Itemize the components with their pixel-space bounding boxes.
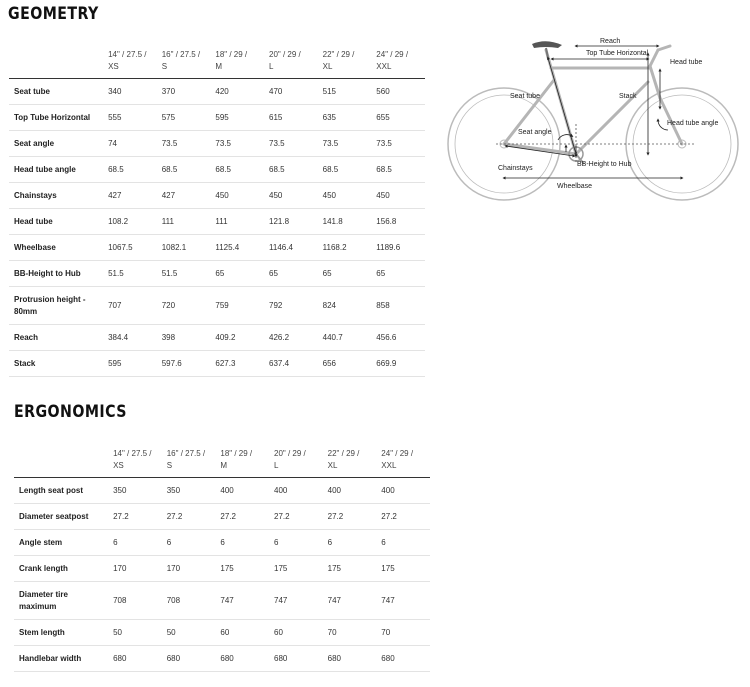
table-cell: 440.7 (322, 332, 343, 342)
table-row (9, 235, 425, 261)
table-cell: 50 (113, 627, 122, 637)
size-code: XXL (381, 461, 397, 470)
row-label: Wheelbase (14, 242, 56, 252)
table-row (14, 504, 430, 530)
table-cell: 68.5 (161, 164, 178, 174)
row-label: Chainstays (14, 190, 57, 200)
table-row (14, 478, 430, 504)
table-cell: 108.2 (108, 216, 129, 226)
table-cell: 73.5 (269, 138, 285, 148)
size-frame-wheel: 20" / 29 / (269, 50, 301, 59)
table-cell: 409.2 (215, 332, 236, 342)
table-cell: 450 (269, 190, 283, 200)
table-cell: 27.2 (113, 511, 129, 521)
table-cell: 450 (376, 190, 390, 200)
table-cell: 747 (327, 595, 342, 605)
table-cell: 680 (327, 653, 342, 663)
table-cell: 708 (166, 595, 181, 605)
size-header (215, 443, 269, 478)
size-header (371, 44, 425, 79)
table-cell: 470 (269, 86, 283, 96)
size-header (162, 443, 216, 478)
table-cell: 73.5 (376, 138, 392, 148)
row-label: Seat angle (14, 138, 55, 148)
table-cell: 627.3 (215, 358, 236, 368)
table-cell: 73.5 (322, 138, 339, 148)
table-row (9, 157, 425, 183)
geometry-table (9, 44, 425, 377)
row-label: Angle stem (19, 537, 63, 547)
table-row (14, 556, 430, 582)
table-row (9, 105, 425, 131)
table-header-row (14, 443, 430, 478)
table-cell: 427 (108, 190, 122, 200)
table-cell: 68.5 (108, 164, 124, 174)
table-cell: 175 (327, 563, 342, 573)
table-cell: 111 (161, 216, 174, 226)
size-header (376, 443, 430, 478)
table-cell: 669.9 (376, 358, 397, 368)
table-cell: 170 (113, 563, 127, 573)
size-code: XL (327, 461, 338, 470)
table-cell: 1125.4 (215, 242, 240, 252)
table-cell: 708 (113, 595, 127, 605)
table-cell: 65 (376, 268, 386, 278)
table-cell: 175 (220, 563, 234, 573)
size-code: XS (113, 461, 124, 470)
table-cell: 707 (108, 300, 122, 310)
table-cell: 427 (161, 190, 176, 200)
table-cell: 68.5 (322, 164, 339, 174)
table-cell: 555 (108, 112, 122, 122)
table-cell: 370 (161, 86, 176, 96)
size-header (264, 44, 318, 79)
table-cell: 792 (269, 300, 283, 310)
size-code: L (269, 62, 274, 71)
row-label: Top Tube Horizontal (14, 112, 91, 122)
table-row (9, 79, 425, 105)
size-frame-wheel: 22" / 29 / (327, 449, 360, 458)
label-stack: Stack (619, 93, 637, 100)
table-cell: 175 (274, 563, 288, 573)
table-cell: 515 (322, 86, 337, 96)
size-header (323, 443, 377, 478)
table-cell: 65 (322, 268, 332, 278)
row-label: Reach (14, 332, 39, 342)
table-cell: 400 (274, 485, 288, 495)
table-cell: 1168.2 (322, 242, 347, 252)
table-row (9, 287, 425, 325)
table-cell: 175 (381, 563, 395, 573)
table-cell: 575 (161, 112, 176, 122)
table-cell: 384.4 (108, 332, 129, 342)
row-label: Protrusion height - 80mm (14, 294, 86, 316)
table-cell: 1189.6 (376, 242, 401, 252)
size-code: XL (322, 62, 333, 71)
ergonomics-title: ERGONOMICS (14, 402, 127, 421)
size-frame-wheel: 18" / 29 / (220, 449, 253, 458)
label-bb-height: BB-Height to Hub (577, 161, 632, 168)
label-seat-angle: Seat angle (518, 129, 552, 136)
table-cell: 170 (166, 563, 181, 573)
table-cell: 68.5 (269, 164, 285, 174)
table-cell: 350 (166, 485, 181, 495)
table-cell: 111 (215, 216, 228, 226)
size-frame-wheel: 14" / 27.5 / (113, 449, 152, 458)
table-row (14, 646, 430, 672)
table-row (9, 131, 425, 157)
row-label: Seat tube (14, 86, 51, 96)
table-header-row (9, 44, 425, 79)
table-row (9, 261, 425, 287)
size-frame-wheel: 16" / 27.5 / (161, 50, 201, 59)
header-corner-cell (9, 44, 103, 79)
row-label: Diameter seatpost (19, 511, 89, 521)
size-code: S (166, 461, 173, 470)
table-cell: 27.2 (166, 511, 183, 521)
row-label: Length seat post (19, 485, 84, 495)
table-cell: 400 (327, 485, 342, 495)
table-cell: 27.2 (274, 511, 290, 521)
table-cell: 340 (108, 86, 122, 96)
table-cell: 27.2 (220, 511, 236, 521)
table-cell: 597.6 (161, 358, 182, 368)
table-cell: 50 (166, 627, 176, 637)
table-cell: 60 (274, 627, 283, 637)
row-label: Crank length (19, 563, 68, 573)
table-cell: 615 (269, 112, 283, 122)
table-cell: 350 (113, 485, 127, 495)
table-row (9, 183, 425, 209)
row-label: Diameter tire maximum (19, 589, 68, 611)
label-seat-tube: Seat tube (510, 93, 540, 100)
size-code: XXL (376, 62, 392, 71)
table-cell: 68.5 (215, 164, 231, 174)
table-cell: 6 (327, 537, 333, 547)
table-cell: 450 (215, 190, 229, 200)
table-cell: 70 (381, 627, 391, 637)
table-cell: 680 (113, 653, 127, 663)
size-frame-wheel: 22" / 29 / (322, 50, 355, 59)
table-cell: 635 (322, 112, 337, 122)
row-label: Stack (14, 358, 36, 368)
table-cell: 400 (381, 485, 395, 495)
table-cell: 656 (322, 358, 337, 368)
size-header (108, 443, 162, 478)
size-frame-wheel: 16" / 27.5 / (166, 449, 206, 458)
size-code: S (161, 62, 168, 71)
size-header (157, 44, 211, 79)
table-cell: 680 (166, 653, 181, 663)
table-cell: 1146.4 (269, 242, 293, 252)
table-cell: 747 (220, 595, 234, 605)
table-cell: 759 (215, 300, 229, 310)
header-corner-cell (14, 443, 108, 478)
table-cell: 60 (220, 627, 230, 637)
table-row (14, 582, 430, 620)
table-cell: 6 (166, 537, 172, 547)
table-cell: 6 (274, 537, 279, 547)
label-top-tube: Top Tube Horizontal (586, 50, 649, 57)
size-header (103, 44, 157, 79)
size-code: L (274, 461, 279, 470)
table-cell: 74 (108, 138, 117, 148)
row-label: BB-Height to Hub (14, 268, 81, 278)
bike-frame (504, 46, 682, 154)
size-code: M (220, 461, 228, 470)
row-label: Head tube angle (14, 164, 76, 174)
table-cell: 858 (376, 300, 390, 310)
label-wheelbase: Wheelbase (557, 183, 593, 190)
table-cell: 400 (220, 485, 234, 495)
row-label: Handlebar width (19, 653, 82, 663)
table-cell: 156.8 (376, 216, 397, 226)
table-cell: 141.8 (322, 216, 343, 226)
table-cell: 456.6 (376, 332, 397, 342)
geometry-title: GEOMETRY (8, 4, 99, 23)
table-cell: 450 (322, 190, 337, 200)
row-label: Stem length (19, 627, 65, 637)
table-cell: 65 (269, 268, 278, 278)
table-cell: 655 (376, 112, 390, 122)
size-frame-wheel: 18" / 29 / (215, 50, 248, 59)
table-cell: 1067.5 (108, 242, 133, 252)
table-row (14, 620, 430, 646)
table-cell: 73.5 (161, 138, 178, 148)
table-cell: 73.5 (215, 138, 231, 148)
size-header (210, 44, 264, 79)
size-header (269, 443, 323, 478)
table-cell: 6 (220, 537, 225, 547)
size-frame-wheel: 14" / 27.5 / (108, 50, 147, 59)
size-code: XS (108, 62, 119, 71)
table-cell: 595 (215, 112, 229, 122)
table-cell: 680 (220, 653, 234, 663)
table-cell: 65 (215, 268, 225, 278)
ergonomics-table (14, 443, 430, 672)
table-cell: 747 (381, 595, 395, 605)
table-cell: 720 (161, 300, 176, 310)
table-cell: 1082.1 (161, 242, 187, 252)
size-header (318, 44, 372, 79)
table-cell: 426.2 (269, 332, 290, 342)
bike-saddle (532, 41, 562, 58)
table-cell: 27.2 (327, 511, 344, 521)
label-chainstays: Chainstays (498, 165, 533, 172)
table-cell: 420 (215, 86, 229, 96)
table-cell: 70 (327, 627, 337, 637)
table-cell: 680 (381, 653, 395, 663)
bike-geometry-diagram (446, 28, 746, 203)
table-cell: 637.4 (269, 358, 290, 368)
table-cell: 595 (108, 358, 122, 368)
row-label: Head tube (14, 216, 53, 226)
label-head-tube: Head tube (670, 59, 703, 66)
table-cell: 6 (381, 537, 386, 547)
table-row (9, 351, 425, 377)
table-cell: 824 (322, 300, 337, 310)
table-row (9, 209, 425, 235)
label-reach: Reach (600, 38, 621, 45)
table-cell: 68.5 (376, 164, 392, 174)
size-frame-wheel: 24" / 29 / (376, 50, 409, 59)
table-row (9, 325, 425, 351)
table-cell: 51.5 (108, 268, 124, 278)
table-cell: 51.5 (161, 268, 178, 278)
size-frame-wheel: 24" / 29 / (381, 449, 414, 458)
table-cell: 680 (274, 653, 288, 663)
table-cell: 560 (376, 86, 390, 96)
size-frame-wheel: 20" / 29 / (274, 449, 306, 458)
label-head-tube-angle: Head tube angle (667, 120, 719, 127)
table-row (14, 530, 430, 556)
size-code: M (215, 62, 223, 71)
table-cell: 747 (274, 595, 288, 605)
table-cell: 6 (113, 537, 118, 547)
table-cell: 398 (161, 332, 176, 342)
table-cell: 27.2 (381, 511, 397, 521)
table-cell: 121.8 (269, 216, 290, 226)
